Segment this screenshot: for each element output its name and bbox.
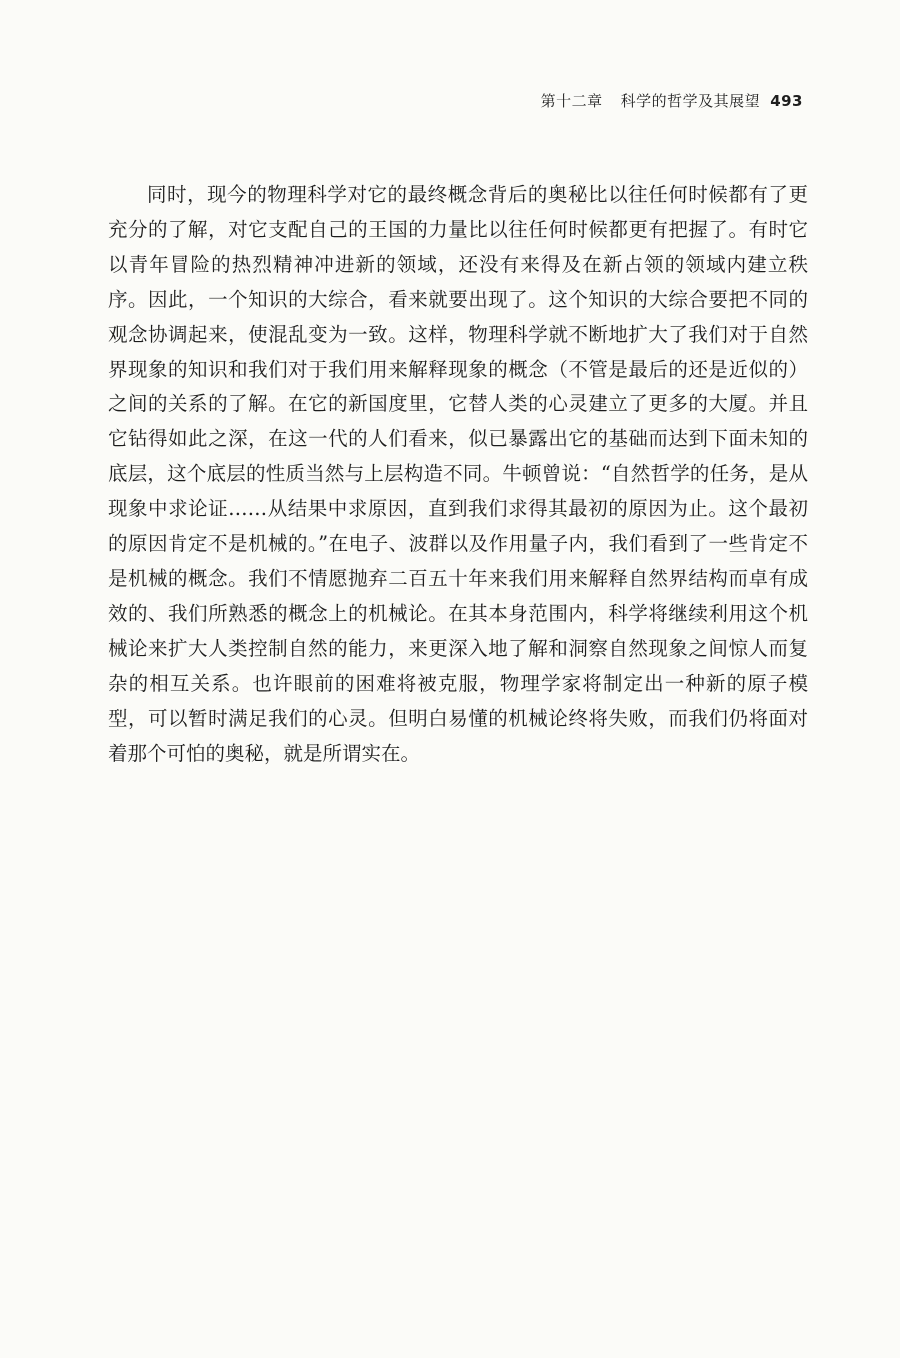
page-number: 493: [770, 92, 803, 110]
chapter-label: 第十二章: [540, 92, 603, 110]
chapter-title: 科学的哲学及其展望: [620, 92, 761, 110]
body-paragraph: 同时，现今的物理科学对它的最终概念背后的奥秘比以往任何时候都有了更充分的了解，对它支配自己的王国的力量比以往任何时候都更有把握了。有时它以青年冒险的热烈精神冲进新的领域，还没有来得及在新占领的领域内建立秩序。因此，一个知识的大综合，看来就要出现了。这个知识的大综合要把不同的观念协调起来，使混乱变为一致。这样，物理科学就不断地扩大了我们对于自然界现象的知识和我们对于我们用来解释现象的概念（不管是最后的还是近似的）之间的关系的了解。在它的新国度里，它替人类的心灵建立了更多的大厦。并且它钻得如此之深，在这一代的人们看来，似已暴露出它的基础而达到下面未知的底层，这个底层的性质当然与上层构造不同。牛顿曾说：“自然哲学的任务，是从现象中求论证……从结果中求原因，直到我们求得其最初的原因为止。这个最初的原因肯定不是机械的。”在电子、波群以及作用量子内，我们看到了一些肯定不是机械的概念。我们不情愿抛弃二百五十年来我们用来解释自然界结构而卓有成效的、我们所熟悉的概念上的机械论。在其本身范围内，科学将继续利用这个机械论来扩大人类控制自然的能力，来更深入地了解和洞察自然现象之间惊人而复杂的相互关系。也许眼前的困难将被克服，物理学家将制定出一种新的原子模型，可以暂时满足我们的心灵。但明白易懂的机械论终将失败，而我们仍将面对着那个可怕的奥秘，就是所谓实在。: [108, 183, 808, 765]
running-head: [541, 90, 803, 111]
